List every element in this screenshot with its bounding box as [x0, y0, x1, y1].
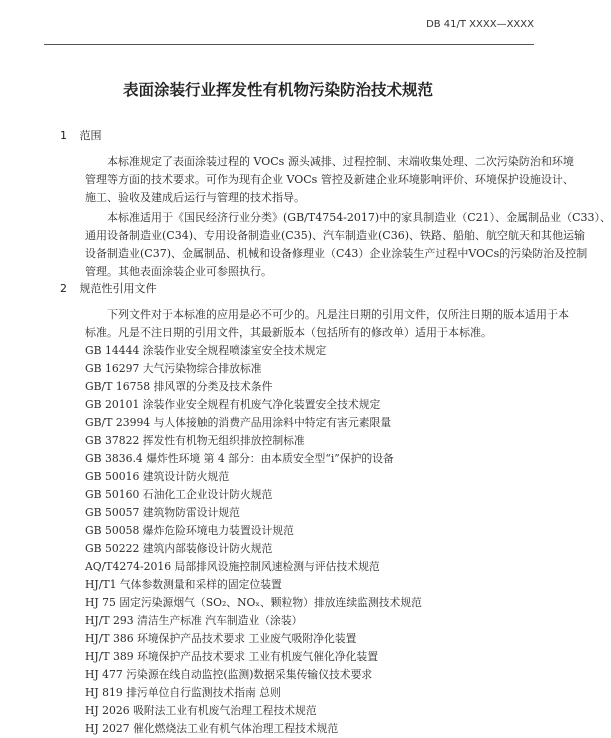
- reference-item: [85, 648, 525, 666]
- reference-code: HJ/T 293: [85, 614, 134, 627]
- section-1-title: 范围: [79, 129, 102, 142]
- reference-code: GB 50057: [85, 506, 140, 519]
- reference-list: [85, 342, 525, 738]
- reference-title: 与人体接触的消费产品用涂料中特定有害元素限量: [153, 416, 392, 429]
- text-line: 下列文件对于本标准的应用是必不可少的。凡是注日期的引用文件，仅所注日期的版本适用于本: [107, 308, 569, 321]
- reference-title: 排风罩的分类及技术条件: [153, 380, 273, 393]
- reference-item: [85, 594, 525, 612]
- reference-title: 建筑设计防火规范: [142, 470, 230, 483]
- reference-code: HJ/T 386: [85, 632, 134, 645]
- scope-paragraph-1: [85, 153, 574, 207]
- reference-item: [85, 504, 525, 522]
- reference-code: HJ 75: [85, 596, 116, 609]
- reference-item: [85, 450, 525, 468]
- scope-paragraph-2: [85, 209, 611, 281]
- text-line: 本标准规定了表面涂装过程的 VOCs 源头减排、过程控制、末端收集处理、二次污染防治和环境: [107, 155, 574, 168]
- section-2-number: 2: [60, 282, 67, 295]
- reference-code: GB 50016: [85, 470, 140, 483]
- reference-item: [85, 396, 525, 414]
- text-line: 管理等方面的技术要求。可作为现有企业 VOCs 管控及新建企业环境影响评价、环境保护设施设计、: [85, 173, 574, 186]
- reference-title: 清洁生产标准 汽车制造业（涂装）: [137, 614, 303, 627]
- header-rule: [44, 44, 534, 45]
- reference-code: GB/T 23994: [85, 416, 151, 429]
- reference-item: [85, 630, 525, 648]
- reference-title: 污染源在线自动监控(监测)数据采集传输仪技术要求: [126, 668, 373, 681]
- reference-item: [85, 468, 525, 486]
- reference-code: GB 50058: [85, 524, 140, 537]
- text-line: 管理。其他表面涂装企业可参照执行。: [85, 265, 272, 278]
- text-line: 通用设备制造业(C34)、专用设备制造业(C35)、汽车制造业(C36)、铁路、船舶、航空航天和其他运输: [85, 229, 585, 242]
- reference-code: HJ 477: [85, 668, 123, 681]
- reference-item: [85, 666, 525, 684]
- reference-title: 大气污染物综合排放标准: [142, 362, 262, 375]
- reference-item: [85, 432, 525, 450]
- reference-title: 爆炸危险环境电力装置设计规范: [142, 524, 294, 537]
- reference-code: GB 50160: [85, 488, 140, 501]
- reference-item: [85, 612, 525, 630]
- reference-code: AQ/T4274-2016: [85, 560, 172, 573]
- reference-title: 气体参数测量和采样的固定位装置: [119, 578, 282, 591]
- reference-title: 固定污染源烟气（SO₂、NOₓ、颗粒物）排放连续监测技术规范: [119, 596, 422, 609]
- reference-code: GB 14444: [85, 344, 140, 357]
- reference-title: 环境保护产品技术要求 工业有机废气催化净化装置: [137, 650, 379, 663]
- reference-title: 建筑物防雷设计规范: [142, 506, 240, 519]
- reference-item: [85, 360, 525, 378]
- section-1-number: 1: [60, 129, 67, 142]
- reference-item: [85, 540, 525, 558]
- section-2-title: 规范性引用文件: [79, 282, 157, 295]
- reference-code: GB 50222: [85, 542, 140, 555]
- reference-code: GB 20101: [85, 398, 140, 411]
- reference-title: 吸附法工业有机废气治理工程技术规范: [133, 704, 317, 717]
- reference-title: 排污单位自行监测技术指南 总则: [126, 686, 281, 699]
- reference-item: [85, 702, 525, 720]
- reference-code: HJ 2026: [85, 704, 130, 717]
- reference-item: [85, 558, 525, 576]
- document-code: DB 41/T XXXX—XXXX: [426, 19, 534, 30]
- reference-title: 涂装作业安全规程有机废气净化装置安全技术规定: [142, 398, 381, 411]
- reference-item: [85, 522, 525, 540]
- reference-title: 挥发性有机物无组织排放控制标准: [142, 434, 305, 447]
- text-line: 标准。凡是不注日期的引用文件，其最新版本（包括所有的修改单）适用于本标准。: [85, 326, 492, 339]
- reference-item: [85, 414, 525, 432]
- reference-title: 石油化工企业设计防火规范: [142, 488, 273, 501]
- section-1-heading: [60, 127, 102, 143]
- reference-code: GB 16297: [85, 362, 140, 375]
- reference-title: 涂装作业安全规程喷漆室安全技术规定: [142, 344, 327, 357]
- reference-code: HJ 2027: [85, 722, 130, 735]
- reference-code: GB 3836.4: [85, 452, 143, 465]
- reference-item: [85, 684, 525, 702]
- reference-item: [85, 576, 525, 594]
- reference-code: GB/T 16758: [85, 380, 151, 393]
- reference-item: [85, 378, 525, 396]
- reference-code: HJ/T 389: [85, 650, 134, 663]
- reference-title: 催化燃烧法工业有机气体治理工程技术规范: [133, 722, 339, 735]
- reference-code: HJ 819: [85, 686, 123, 699]
- reference-item: [85, 720, 525, 738]
- reference-title: 建筑内部装修设计防火规范: [142, 542, 273, 555]
- reference-title: 爆炸性环境 第 4 部分：由本质安全型“i”保护的设备: [146, 452, 394, 465]
- references-intro: [85, 306, 569, 342]
- reference-title: 局部排风设施控制风速检测与评估技术规范: [174, 560, 380, 573]
- text-line: 设备制造业(C37)、金属制品、机械和设备修理业（C43）企业涂装生产过程中VOCs的污染防治及控制: [85, 247, 588, 260]
- text-line: 施工、验收及建成后运行与管理的技术指导。: [85, 191, 305, 204]
- text-line: 本标准适用于《国民经济行业分类》(GB/T4754-2017)中的家具制造业（C21）、金属制品业（C33）、: [107, 211, 611, 224]
- reference-title: 环境保护产品技术要求 工业废气吸附净化装置: [137, 632, 357, 645]
- reference-item: [85, 342, 525, 360]
- document-title: 表面涂装行业挥发性有机物污染防治技术规范: [122, 81, 433, 99]
- section-2-heading: [60, 280, 157, 296]
- reference-code: HJ/T1: [85, 578, 117, 591]
- reference-item: [85, 486, 525, 504]
- reference-code: GB 37822: [85, 434, 140, 447]
